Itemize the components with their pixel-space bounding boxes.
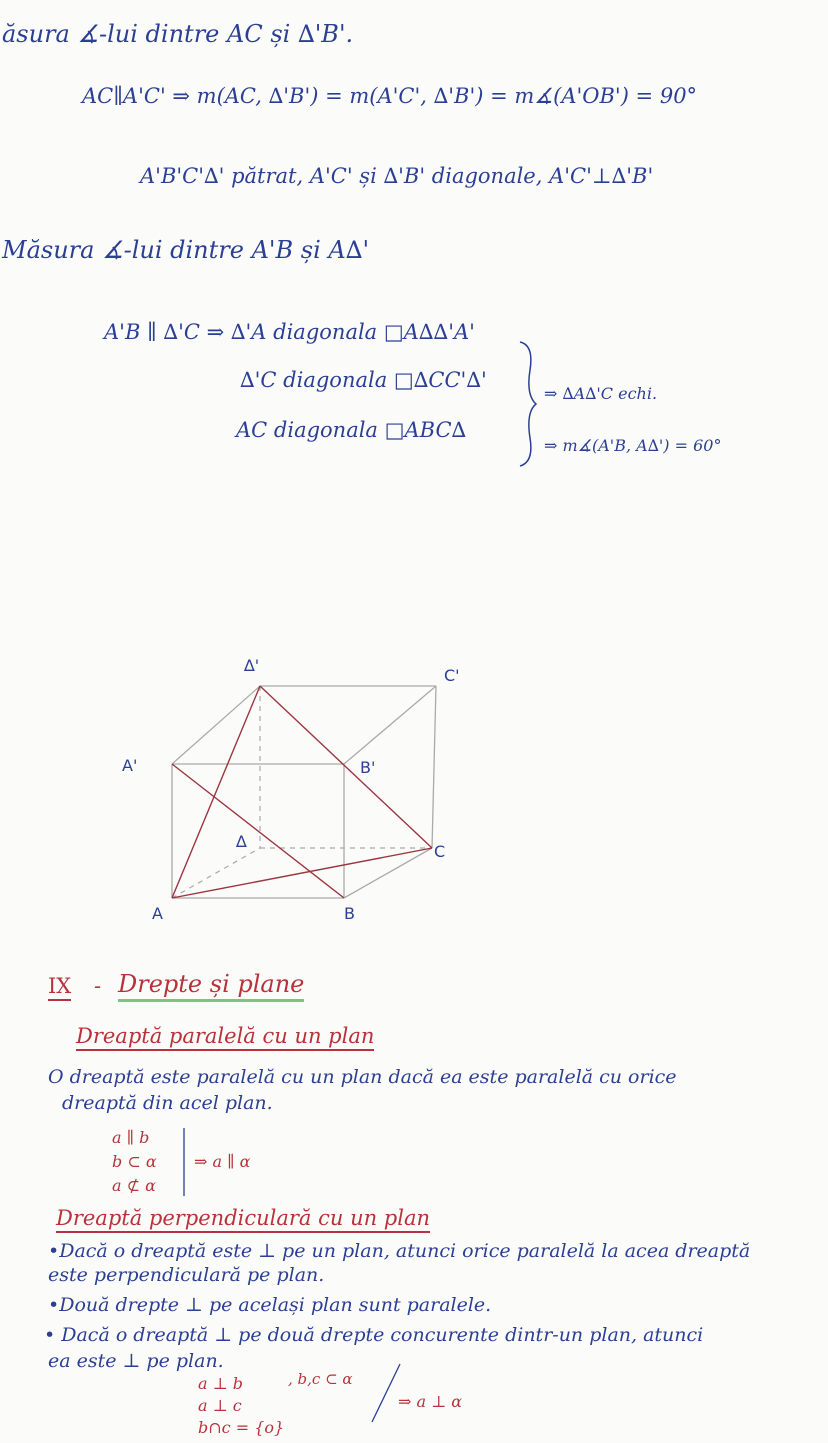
cube-edge: [172, 686, 260, 764]
section2-result2: ⇒ m∡(A'B, A∆') = 60°: [544, 436, 722, 455]
section1-line2: A'B'C'∆' pătrat, A'C' și ∆'B' diagonale, A'C'⊥∆'B': [140, 164, 654, 188]
vertex-label-b1: B': [360, 758, 376, 777]
section2-heading: Măsura ∡-lui dintre A'B și A∆': [2, 236, 370, 264]
cube-drawing: [172, 686, 436, 898]
vertex-label-d1: ∆': [244, 656, 260, 675]
vertex-label-b: B: [344, 904, 355, 923]
perpendicular-bullet2: •Două drepte ⊥ pe același plan sunt paralele.: [48, 1294, 492, 1316]
parallel-heading: Dreaptă paralelă cu un plan: [76, 1024, 374, 1051]
perpendicular-result: ⇒ a ⊥ α: [398, 1392, 463, 1411]
chapter-title: Drepte și plane: [118, 970, 304, 1002]
cube-edge: [344, 686, 436, 764]
chapter-number: IX: [48, 974, 71, 1001]
perpendicular-cond2: a ⊥ c: [198, 1396, 242, 1415]
perpendicular-bullet3b: ea este ⊥ pe plan.: [48, 1350, 224, 1372]
parallel-cond2: b ⊂ α: [112, 1152, 157, 1171]
section2-bracket: [520, 342, 536, 466]
vertex-label-d: ∆: [236, 832, 247, 851]
parallel-cond3: a ⊄ α: [112, 1176, 156, 1195]
perpendicular-heading: Dreaptă perpendiculară cu un plan: [56, 1206, 430, 1233]
section2-line1: A'B ∥ ∆'C ⇒ ∆'A diagonala □A∆∆'A': [104, 320, 475, 344]
section2-line2: ∆'C diagonala □∆CC'∆': [240, 368, 487, 392]
vertex-label-c1: C': [444, 666, 460, 685]
section2-result1: ⇒ ∆A∆'C echi.: [544, 384, 658, 403]
section1-heading: ăsura ∡-lui dintre AC și ∆'B'.: [2, 20, 354, 48]
cube-edge: [344, 848, 432, 898]
cube-edge: [432, 686, 436, 848]
perpendicular-cond3: b∩c = {o}: [198, 1418, 285, 1437]
perpendicular-slash: [372, 1364, 400, 1422]
perpendicular-cond-side: , b,c ⊂ α: [288, 1370, 353, 1388]
vertex-label-a: A: [152, 904, 163, 923]
cube-edge-dashed: [172, 848, 260, 898]
cube-diagonal: [172, 764, 344, 898]
parallel-result: ⇒ a ∥ α: [194, 1152, 251, 1171]
vertex-label-a1: A': [122, 756, 138, 775]
cube-diagonal: [260, 686, 432, 848]
parallel-cond1: a ∥ b: [112, 1128, 150, 1147]
chapter-dash: -: [94, 974, 102, 998]
cube-diagonal: [172, 848, 432, 898]
cube-diagonal: [172, 686, 260, 898]
perpendicular-bullet1a: •Dacă o dreaptă este ⊥ pe un plan, atunci orice paralelă la acea dreaptă: [48, 1240, 751, 1262]
perpendicular-cond1: a ⊥ b: [198, 1374, 243, 1393]
parallel-text2: dreaptă din acel plan.: [62, 1092, 273, 1114]
perpendicular-bullet1b: este perpendiculară pe plan.: [48, 1264, 325, 1286]
section2-line3: AC diagonala □ABC∆: [236, 418, 467, 442]
vertex-label-c: C: [434, 842, 446, 861]
section1-line1: AC∥A'C' ⇒ m(AC, ∆'B') = m(A'C', ∆'B') = m∡(A'OB') = 90°: [82, 84, 698, 108]
parallel-text1: O dreaptă este paralelă cu un plan dacă ea este paralelă cu orice: [48, 1066, 677, 1088]
perpendicular-bullet3a: • Dacă o dreaptă ⊥ pe două drepte concurente dintr-un plan, atunci: [44, 1324, 704, 1346]
